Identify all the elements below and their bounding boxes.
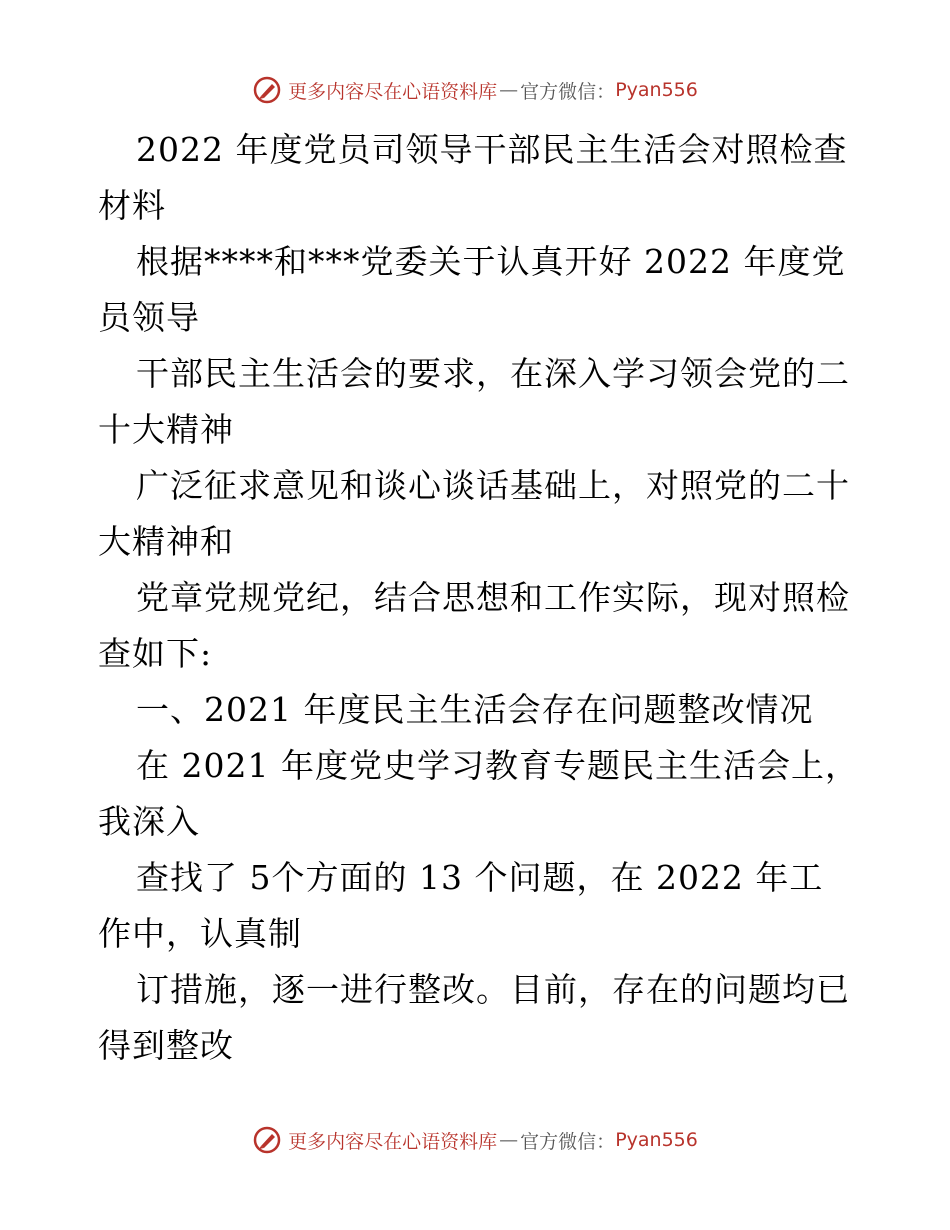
document-line: 得到整改 bbox=[98, 1026, 234, 1065]
document-line: 订措施，逐一进行整改。目前，存在的问题均已 bbox=[136, 970, 850, 1009]
document-line: 我深入 bbox=[98, 802, 200, 841]
document-line: 查找了 5个方面的 13 个问题，在 2022 年工 bbox=[136, 858, 824, 897]
document-line: 干部民主生活会的要求，在深入学习领会党的二 bbox=[136, 354, 850, 393]
document-line: 党章党规党纪，结合思想和工作实际，现对照检 bbox=[136, 578, 850, 617]
watermark-text: 更多内容尽在心语资料库 bbox=[288, 80, 498, 103]
watermark-wechat-id: Pyan556 bbox=[615, 1129, 698, 1151]
document-line: 2022 年度党员司领导干部民主生活会对照检查 bbox=[136, 130, 848, 169]
watermark-separator: — bbox=[499, 1129, 519, 1151]
watermark-label: 官方微信： bbox=[520, 80, 616, 103]
document-line: 十大精神 bbox=[98, 410, 234, 449]
watermark-separator: — bbox=[499, 79, 519, 101]
document-line: 广泛征求意见和谈心谈话基础上，对照党的二十 bbox=[136, 466, 850, 505]
document-line: 在 2021 年度党史学习教育专题民主生活会上， bbox=[136, 746, 859, 785]
document-line: 材料 bbox=[98, 186, 166, 225]
document-line: 一、2021 年度民主生活会存在问题整改情况 bbox=[136, 690, 814, 729]
pen-logo-icon bbox=[252, 75, 282, 105]
document-line: 员领导 bbox=[98, 298, 200, 337]
watermark-wechat-id: Pyan556 bbox=[615, 79, 698, 101]
header-watermark bbox=[0, 72, 950, 108]
document-line: 作中，认真制 bbox=[98, 914, 302, 953]
document-line: 查如下: bbox=[98, 634, 213, 673]
footer-watermark bbox=[0, 1122, 950, 1158]
watermark-label: 官方微信： bbox=[520, 1130, 616, 1153]
watermark-text: 更多内容尽在心语资料库 bbox=[288, 1130, 498, 1153]
pen-logo-icon bbox=[252, 1125, 282, 1155]
document-line: 根据****和***党委关于认真开好 2022 年度党 bbox=[136, 242, 846, 281]
document-body bbox=[98, 122, 858, 1074]
document-line: 大精神和 bbox=[98, 522, 234, 561]
